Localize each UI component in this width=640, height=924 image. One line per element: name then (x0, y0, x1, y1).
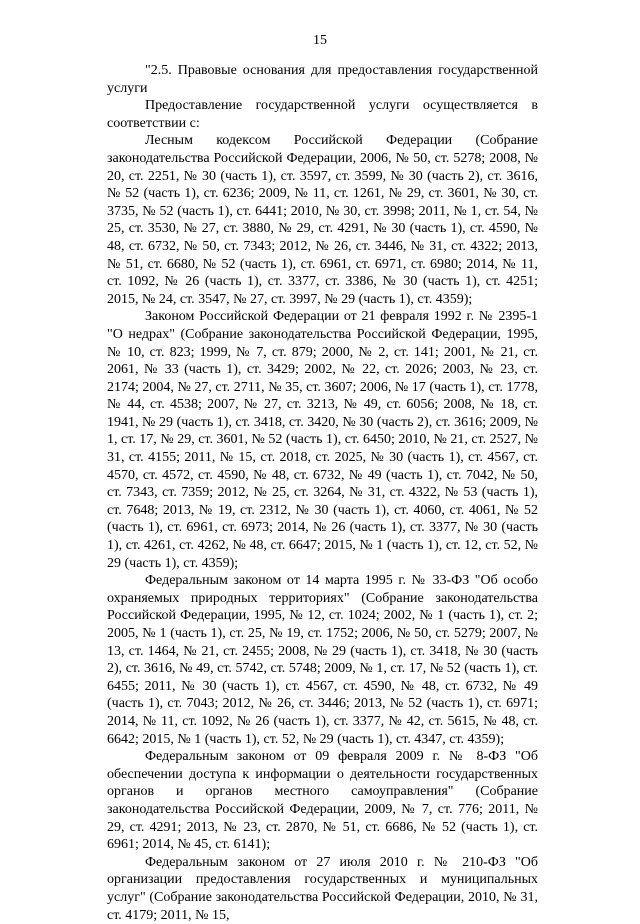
paragraph-protected-areas-law: Федеральным законом от 14 марта 1995 г. № 33-ФЗ "Об особо охраняемых природных территориях" (Собрание законодательства Российской Федерации, 1995, № 12, ст. 1024; 2002, № 1 (часть 1), ст. 2; 2005, № 1 (часть 1), ст. 25, № 19, ст. 1752; 2006, № 50, ст. 5279; 2007, № 13, ст. 1464, № 21, ст. 2455; 2008, № 29 (часть 1), ст. 3418, № 30 (часть 2), ст. 3616, № 49, ст. 5742, ст. 5748; 2009, № 1, ст. 17, № 52 (часть 1), ст. 6455; 2011, № 30 (часть 1), ст. 4567, ст. 4590, № 48, ст. 6732, № 49 (часть 1), ст. 7043; 2012, № 26, ст. 3446; 2013, № 52 (часть 1), ст. 6971; 2014, № 11, ст. 1092, № 26 (часть 1), ст. 3377, № 42, ст. 5615, № 48, ст. 6642; 2015, № 1 (часть 1), ст. 52, № 29 (часть 1), ст. 4347, ст. 4359); (107, 573, 538, 747)
paragraph-public-services-law: Федеральным законом от 27 июля 2010 г. № 210-ФЗ "Об организации предоставления государственных и муниципальных услуг" (Собрание законодательства Российской Федерации, 2010, № 31, ст. 4179; 2011, № 15, (107, 854, 538, 923)
paragraph-intro: Предоставление государственной услуги осуществляется в соответствии с: (107, 98, 538, 131)
paragraph-information-access-law: Федеральным законом от 09 февраля 2009 г. № 8-ФЗ "Об обеспечении доступа к информации о деятельности государственных органов и органов местного самоуправления" (Собрание законодательства Российской Федерации, 2009, № 7, ст. 776; 2011, № 29, ст. 4291; 2013, № 23, ст. 2870, № 51, ст. 6686, № 52 (часть 1), ст. 6961; 2014, № 45, ст. 6141); (107, 749, 538, 853)
paragraph-subsoil-law: Законом Российской Федерации от 21 февраля 1992 г. № 2395-1 "О недрах" (Собрание законодательства Российской Федерации, 1995, № 10, ст. 823; 1999, № 7, ст. 879; 2000, № 2, ст. 141; 2001, № 21, ст. 2061, № 33 (часть 1), ст. 3429; 2002, № 22, ст. 2026; 2003, № 23, ст. 2174; 2004, № 27, ст. 2711, № 35, ст. 3607; 2006, № 17 (часть 1), ст. 1778, № 44, ст. 4538; 2007, № 27, ст. 3213, № 49, ст. 6056; 2008, № 18, ст. 1941, № 29 (часть 1), ст. 3418, ст. 3420, № 30 (часть 2), ст. 3616; 2009, № 1, ст. 17, № 29, ст. 3601, № 52 (часть 1), ст. 6450; 2010, № 21, ст. 2527, № 31, ст. 4155; 2011, № 15, ст. 2018, ст. 2025, № 30 (часть 1), ст. 4567, ст. 4570, ст. 4572, ст. 4590, № 48, ст. 6732, № 49 (часть 1), ст. 7042, № 50, ст. 7343, ст. 7359; 2012, № 25, ст. 3264, № 31, ст. 4322, № 53 (часть 1), ст. 7648; 2013, № 19, ст. 2312, № 30 (часть 1), ст. 4060, ст. 4061, № 52 (часть 1), ст. 6961, ст. 6973; 2014, № 26 (часть 1), ст. 3377, № 30 (часть 1), ст. 4261, ст. 4262, № 48, ст. 6647; 2015, № 1 (часть 1), ст. 12, ст. 52, № 29 (часть 1), ст. 4359); (107, 309, 538, 571)
section-heading: "2.5. Правовые основания для предоставления государственной услуги (107, 63, 538, 96)
document-body (107, 62, 538, 924)
page-number: 15 (313, 33, 327, 48)
paragraph-forest-code: Лесным кодексом Российской Федерации (Собрание законодательства Российской Федерации, 2006, № 50, ст. 5278; 2008, № 20, ст. 2251, № 30 (часть 1), ст. 3597, ст. 3599, № 30 (часть 2), ст. 3616, № 52 (часть 1), ст. 6236; 2009, № 11, ст. 1261, № 29, ст. 3601, № 30, ст. 3735, № 52 (часть 1), ст. 6441; 2010, № 30, ст. 3998; 2011, № 1, ст. 54, № 25, ст. 3530, № 27, ст. 3880, № 29, ст. 4291, № 30 (часть 1), ст. 4590, № 48, ст. 6732, № 50, ст. 7343; 2012, № 26, ст. 3446, № 31, ст. 4322; 2013, № 51, ст. 6680, № 52 (часть 1), ст. 6961, ст. 6971, ст. 6980; 2014, № 11, ст. 1092, № 26 (часть 1), ст. 3377, ст. 3386, № 30 (часть 1), ст. 4251; 2015, № 24, ст. 3547, № 27, ст. 3997, № 29 (часть 1), ст. 4359); (107, 133, 538, 307)
